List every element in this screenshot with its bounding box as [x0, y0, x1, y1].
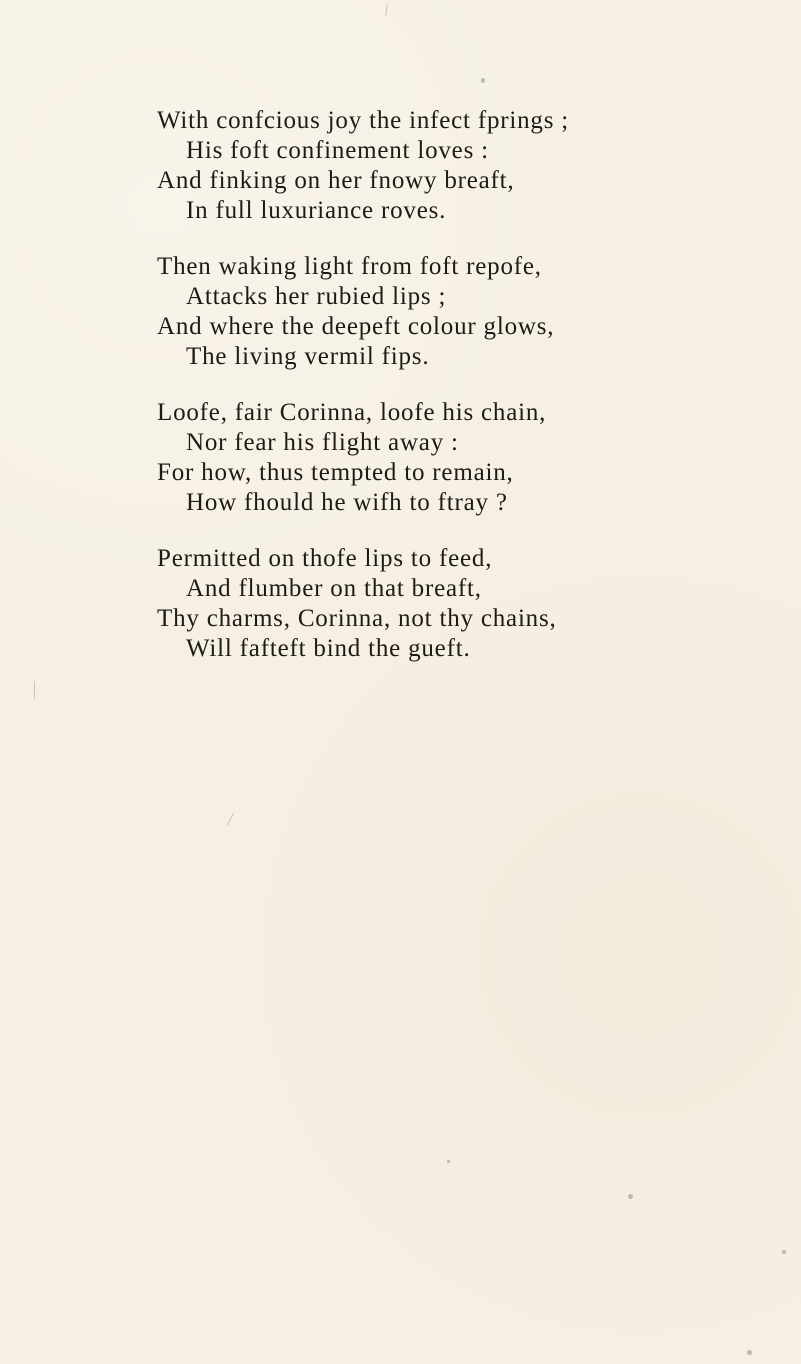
- paper-speck: [628, 1194, 633, 1199]
- poem-line: Loofe, fair Corinna, loofe his chain,: [157, 399, 547, 426]
- poem-line: For how, thus tempted to remain,: [157, 459, 514, 486]
- poem-line: Thy charms, Corinna, not thy chains,: [157, 605, 557, 632]
- paper-mark: [34, 681, 35, 699]
- poem-line: And where the deepeft colour glows,: [157, 313, 555, 340]
- paper-speck: [782, 1250, 786, 1254]
- poem-line: And finking on her fnowy breaft,: [157, 167, 515, 194]
- poem-line: With confcious joy the infect fprings ;: [157, 107, 570, 134]
- poem-line: Nor fear his flight away :: [186, 429, 459, 456]
- poem-line: In full luxuriance roves.: [186, 197, 447, 224]
- paper-speck: [447, 1160, 450, 1163]
- poem-line: His foft confinement loves :: [186, 137, 489, 164]
- paper-speck: [747, 1350, 752, 1355]
- poem-line: Will fafteft bind the gueft.: [186, 635, 471, 662]
- poem-line: Then waking light from foft repofe,: [157, 253, 542, 280]
- poem-line: Permitted on thofe lips to feed,: [157, 545, 493, 572]
- poem-line: And flumber on that breaft,: [186, 575, 482, 602]
- paper-speck: [481, 78, 485, 83]
- poem-line: How fhould he wifh to ftray ?: [186, 489, 508, 516]
- poem-line: Attacks her rubied lips ;: [186, 283, 447, 310]
- poem-line: The living vermil fips.: [186, 343, 430, 370]
